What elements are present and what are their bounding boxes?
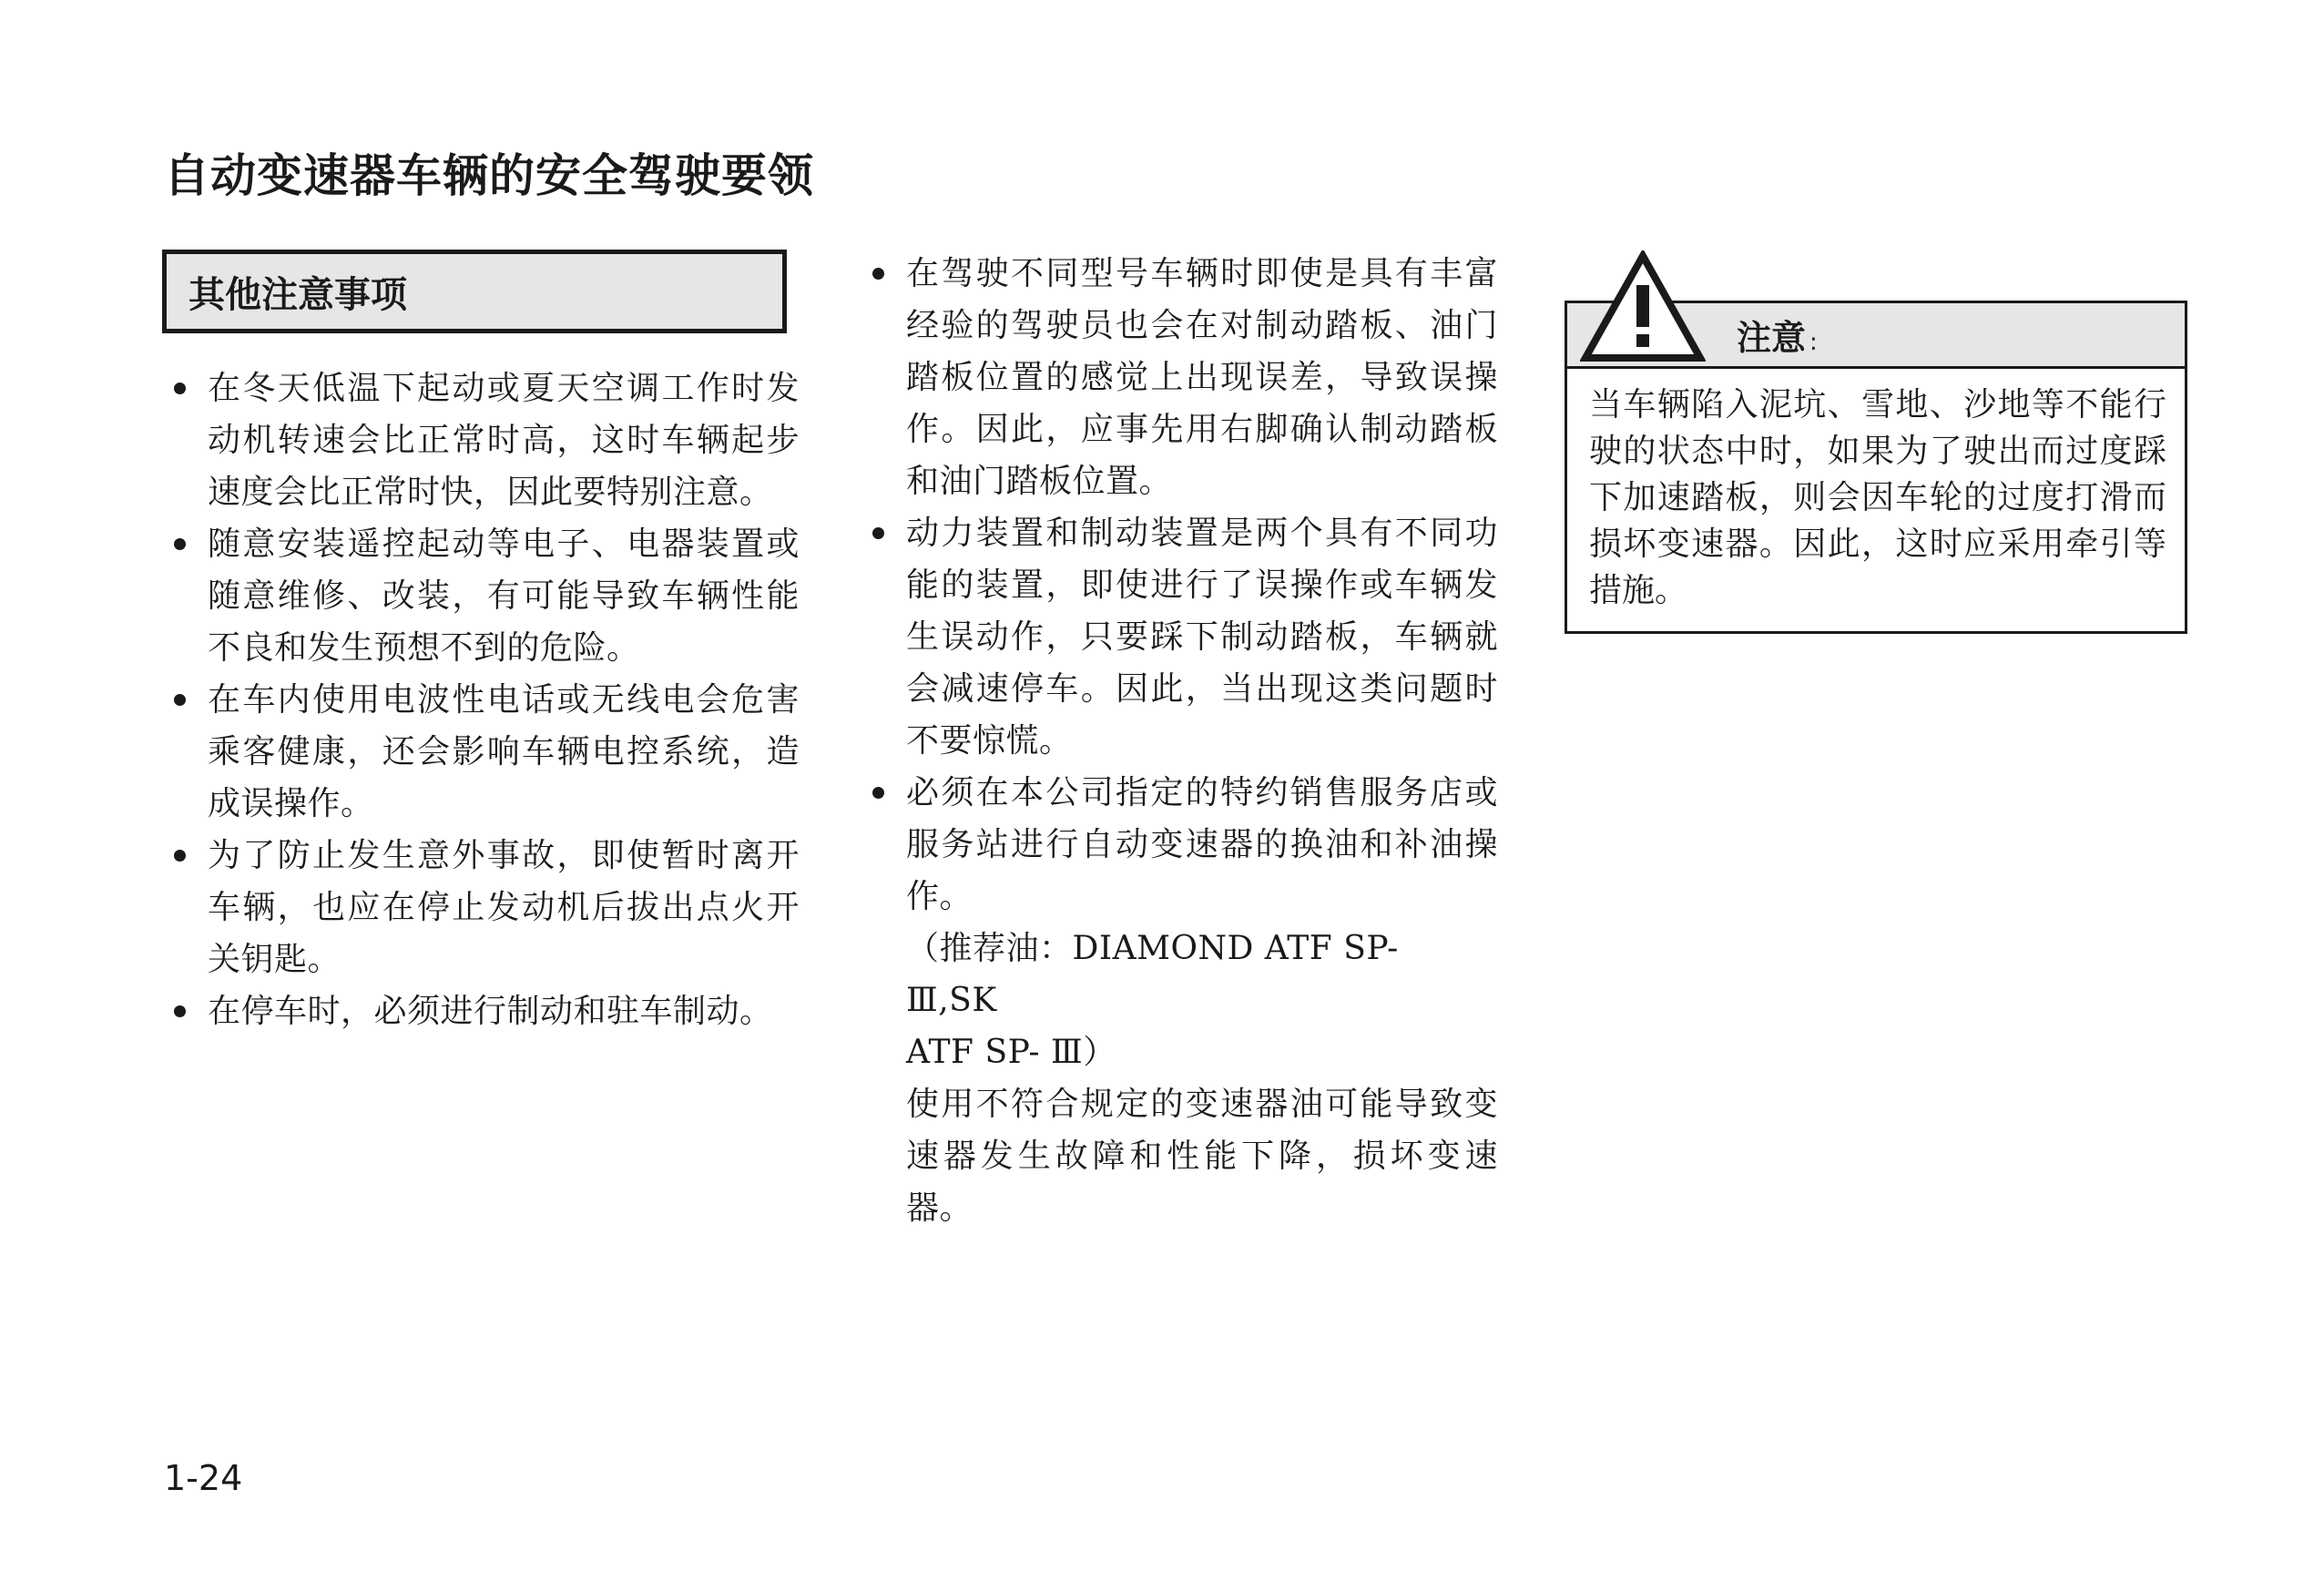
caution-colon: : bbox=[1809, 329, 1818, 356]
recommended-oil-line-2: ATF SP- Ⅲ） bbox=[906, 1034, 1116, 1071]
list-item: 在车内使用电波性电话或无线电会危害乘客健康，还会影响车辆电控系统，造成误操作。 bbox=[171, 674, 800, 830]
page-title: 自动变速器车辆的安全驾驶要领 bbox=[164, 149, 814, 202]
recommended-oil-note bbox=[870, 923, 1498, 1078]
list-item: 随意安装遥控起动等电子、电器装置或随意维修、改装，有可能导致车辆性能不良和发生预想不到的危险。 bbox=[171, 518, 800, 674]
caution-header bbox=[1567, 303, 2185, 369]
list-item: 为了防止发生意外事故，即使暂时离开车辆，也应在停止发动机后拔出点火开关钥匙。 bbox=[171, 830, 800, 985]
recommended-oil-line-1: （推荐油：DIAMOND ATF SP- Ⅲ,SK bbox=[906, 930, 1399, 1019]
warning-triangle-icon bbox=[1580, 250, 1706, 365]
section-header: 其他注意事项 bbox=[162, 250, 787, 333]
page-number: 1-24 bbox=[164, 1458, 243, 1498]
caution-text: 当车辆陷入泥坑、雪地、沙地等不能行驶的状态中时，如果为了驶出而过度踩下加速踏板，则会因车轮的过度打滑而损坏变速器。因此，这时应采用牵引等措施。 bbox=[1589, 386, 2166, 609]
list-item: 在驾驶不同型号车辆时即使是具有丰富经验的驾驶员也会在对制动踏板、油门踏板位置的感觉上出现误差，导致误操作。因此，应事先用右脚确认制动踏板和油门踏板位置。 bbox=[870, 248, 1498, 507]
caution-label bbox=[1737, 318, 1818, 362]
list-item: 在停车时，必须进行制动和驻车制动。 bbox=[171, 985, 800, 1037]
caution-label-text: 注意 bbox=[1737, 318, 1807, 358]
middle-column-list bbox=[870, 248, 1498, 1234]
left-column-list bbox=[171, 362, 800, 1037]
list-item: 必须在本公司指定的特约销售服务店或服务站进行自动变速器的换油和补油操作。 bbox=[870, 767, 1498, 923]
oil-warning-text: 使用不符合规定的变速器油可能导致变速器发生故障和性能下降，损坏变速器。 bbox=[906, 1086, 1498, 1227]
list-item: 在冬天低温下起动或夏天空调工作时发动机转速会比正常时高，这时车辆起步速度会比正常时快，因此要特别注意。 bbox=[171, 362, 800, 518]
caution-box bbox=[1565, 301, 2187, 634]
list-item: 动力装置和制动装置是两个具有不同功能的装置，即使进行了误操作或车辆发生误动作，只要踩下制动踏板，车辆就会减速停车。因此，当出现这类问题时不要惊慌。 bbox=[870, 507, 1498, 767]
